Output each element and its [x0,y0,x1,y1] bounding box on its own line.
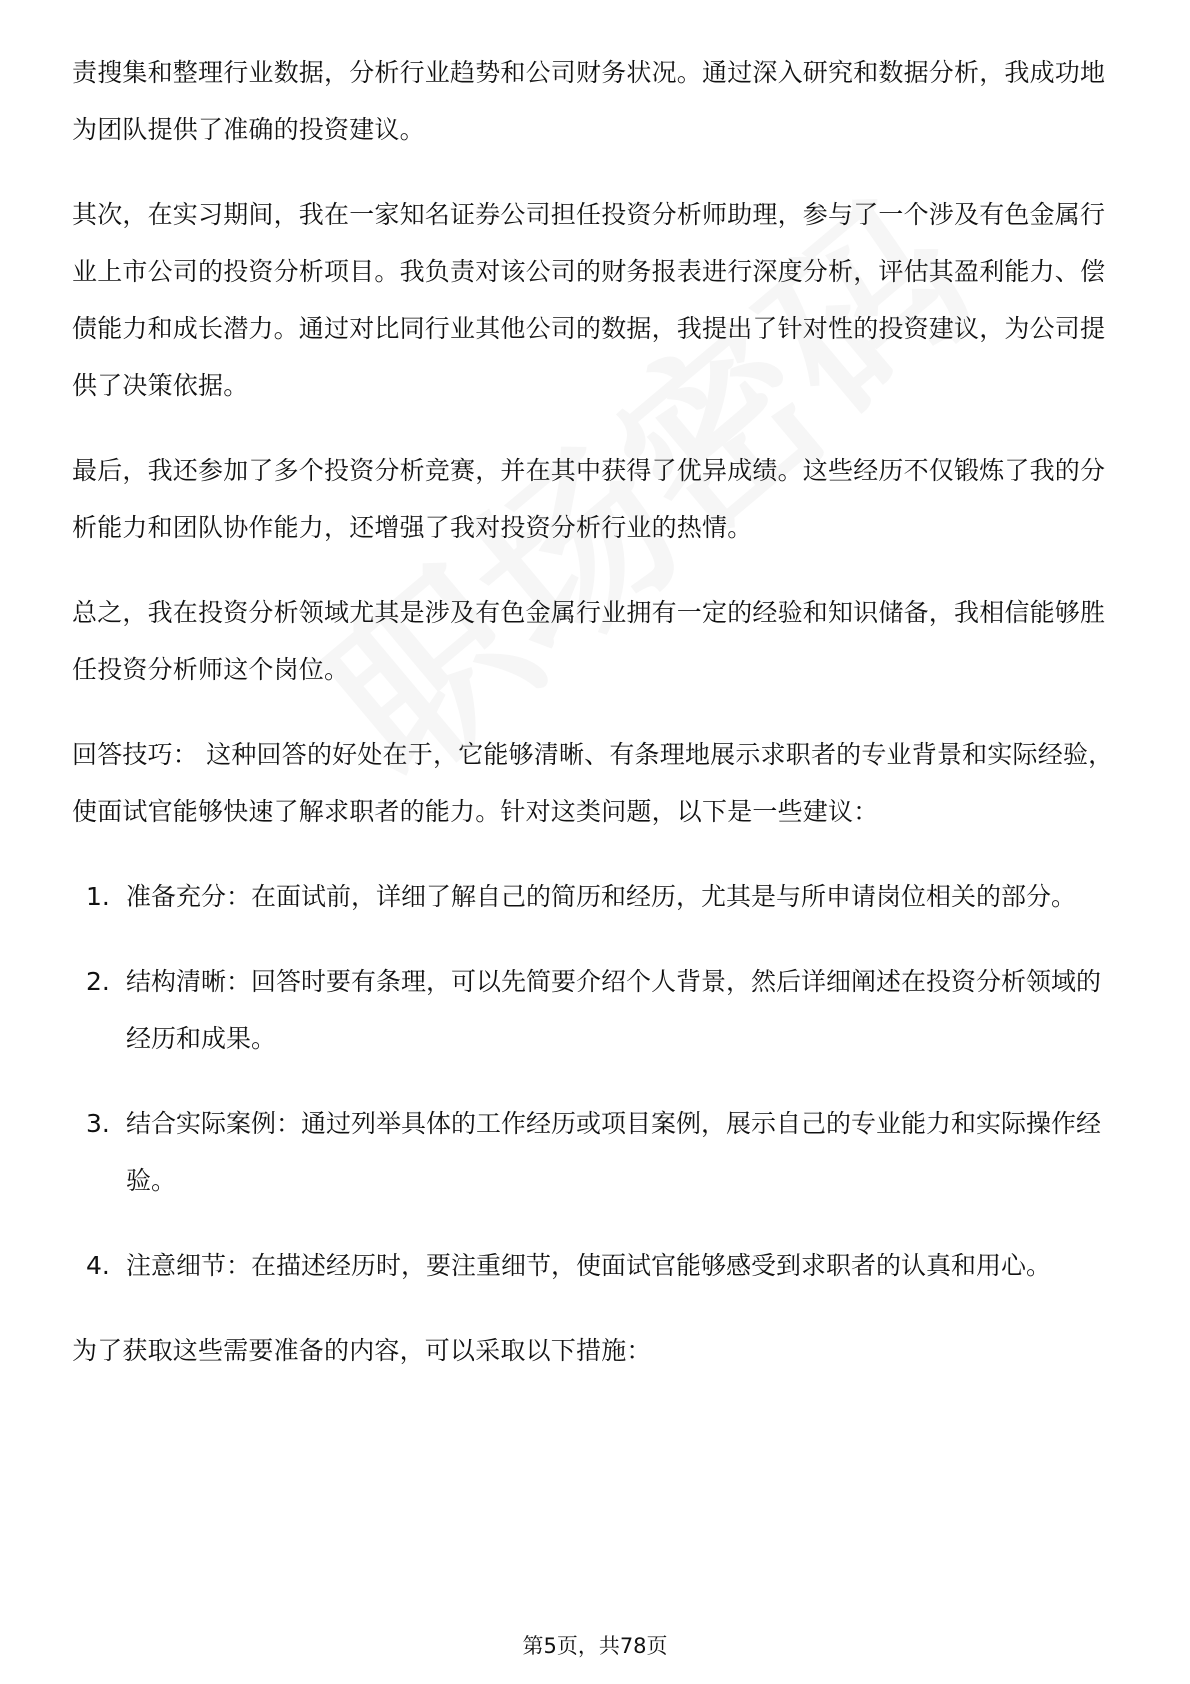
list-item [72,1095,1122,1209]
paragraph-internship: 其次，在实习期间，我在一家知名证券公司担任投资分析师助理，参与了一个涉及有色金属行业上市公司的投资分析项目。我负责对该公司的财务报表进行深度分析，评估其盈利能力、偿债能力和成长潜力。通过对比同行业其他公司的数据，我提出了针对性的投资建议，为公司提供了决策依据。 [72,200,1106,400]
list-item-text: 准备充分：在面试前，详细了解自己的简历和经历，尤其是与所申请岗位相关的部分。 [126,882,1077,911]
paragraph-competitions: 最后，我还参加了多个投资分析竞赛，并在其中获得了优异成绩。这些经历不仅锻炼了我的分析能力和团队协作能力，还增强了我对投资分析行业的热情。 [72,456,1106,542]
list-item-text: 结合实际案例：通过列举具体的工作经历或项目案例，展示自己的专业能力和实际操作经验。 [126,1109,1102,1195]
list-item-number: 2. [86,967,110,996]
tips-list [72,868,1122,1294]
list-item-text: 结构清晰：回答时要有条理，可以先简要介绍个人背景，然后详细阐述在投资分析领域的经历和成果。 [126,967,1102,1053]
list-item-number: 4. [86,1251,110,1280]
list-item [72,868,1122,925]
page-content [72,44,1122,1407]
list-item [72,1237,1122,1294]
list-item-number: 1. [86,882,110,911]
paragraph-summary: 总之，我在投资分析领域尤其是涉及有色金属行业拥有一定的经验和知识储备，我相信能够胜任投资分析师这个岗位。 [72,598,1106,684]
page-number-footer: 第5页，共78页 [522,1634,668,1658]
list-item [72,953,1122,1067]
paragraph-closing: 为了获取这些需要准备的内容，可以采取以下措施： [72,1336,652,1365]
list-item-text: 注意细节：在描述经历时，要注重细节，使面试官能够感受到求职者的认真和用心。 [126,1251,1052,1280]
list-item-number: 3. [86,1109,110,1138]
paragraph-intro-continuation: 责搜集和整理行业数据，分析行业趋势和公司财务状况。通过深入研究和数据分析，我成功地为团队提供了准确的投资建议。 [72,58,1106,144]
paragraph-answer-tips: 回答技巧： 这种回答的好处在于，它能够清晰、有条理地展示求职者的专业背景和实际经验，使面试官能够快速了解求职者的能力。针对这类问题，以下是一些建议： [72,740,1114,826]
